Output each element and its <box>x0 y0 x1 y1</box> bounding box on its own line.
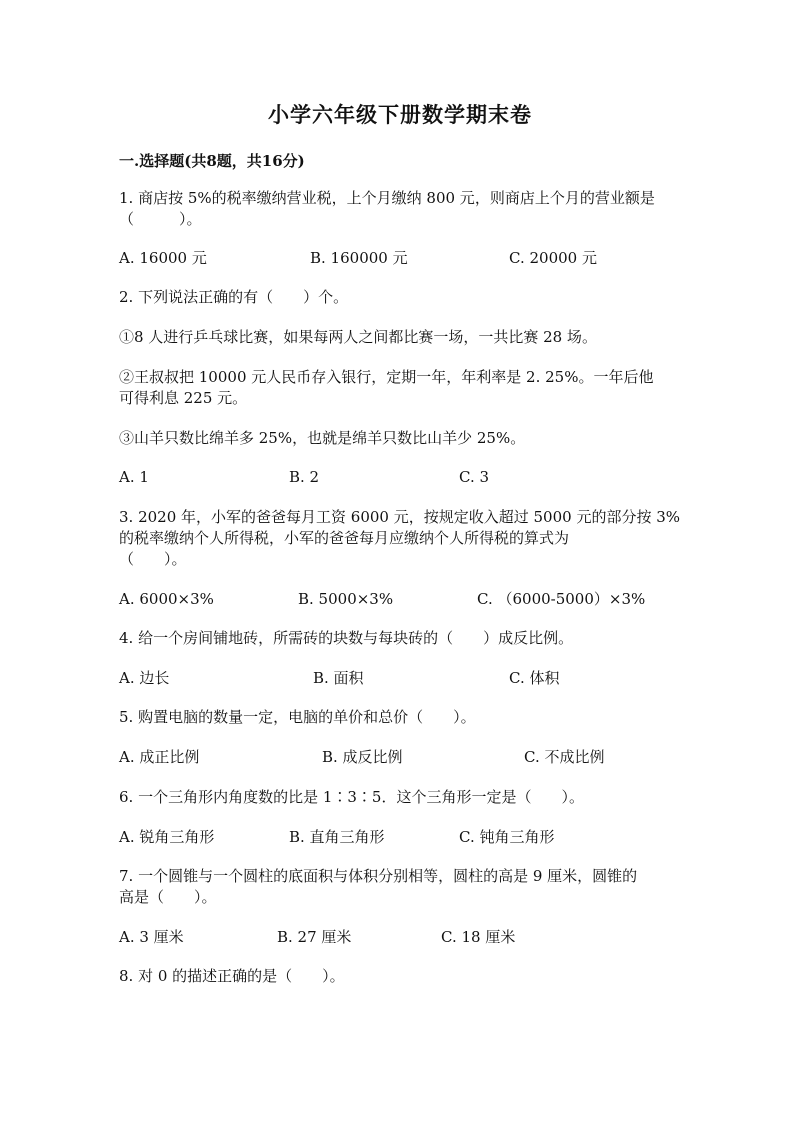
question-3-option-c: C. （6000-5000）×3% <box>477 590 646 608</box>
question-4-option-c: C. 体积 <box>509 669 560 687</box>
question-5-option-b: B. 成反比例 <box>322 748 403 766</box>
question-5-option-c: C. 不成比例 <box>524 748 605 766</box>
question-2-line-5: ③山羊只数比绵羊多 25%，也就是绵羊只数比山羊少 25%。 <box>119 429 526 447</box>
question-2-option-b: B. 2 <box>289 468 320 486</box>
question-2-line-3: ②王叔叔把 10000 元人民币存入银行，定期一年，年利率是 2. 25%。一年后他 <box>119 368 654 386</box>
question-4-option-b: B. 面积 <box>313 669 364 687</box>
page-title: 小学六年级下册数学期末卷 <box>268 102 532 127</box>
question-1-option-a: A. 16000 元 <box>119 249 207 267</box>
question-1-option-b: B. 160000 元 <box>310 249 408 267</box>
question-7-option-a: A. 3 厘米 <box>119 928 184 946</box>
question-3-line-3: （ ）。 <box>119 550 187 568</box>
question-3-option-b: B. 5000×3% <box>298 590 394 608</box>
question-6-option-a: A. 锐角三角形 <box>119 828 215 846</box>
question-4-option-a: A. 边长 <box>119 669 170 687</box>
question-5-line-1: 5. 购置电脑的数量一定，电脑的单价和总价（ ）。 <box>119 708 476 726</box>
question-2-option-c: C. 3 <box>459 468 490 486</box>
question-6-line-1: 6. 一个三角形内角度数的比是 1∶3∶5．这个三角形一定是（ ）。 <box>119 788 584 806</box>
question-7-line-2: 高是（ ）。 <box>119 888 217 906</box>
question-2-line-2: ①8 人进行乒乓球比赛，如果每两人之间都比赛一场，一共比赛 28 场。 <box>119 328 597 346</box>
question-8-line-1: 8. 对 0 的描述正确的是（ ）。 <box>119 967 345 985</box>
question-6-option-b: B. 直角三角形 <box>289 828 385 846</box>
question-5-option-a: A. 成正比例 <box>119 748 200 766</box>
question-2-line-1: 2. 下列说法正确的有（ ）个。 <box>119 288 349 306</box>
question-1-line-1: 1. 商店按 5%的税率缴纳营业税，上个月缴纳 800 元，则商店上个月的营业额是 <box>119 189 655 207</box>
question-3-line-1: 3. 2020 年，小军的爸爸每月工资 6000 元，按规定收入超过 5000 元的部分按 3% <box>119 508 681 526</box>
question-7-line-1: 7. 一个圆锥与一个圆柱的底面积与体积分别相等，圆柱的高是 9 厘米，圆锥的 <box>119 867 638 885</box>
question-1-option-c: C. 20000 元 <box>509 249 597 267</box>
question-4-line-1: 4. 给一个房间铺地砖，所需砖的块数与每块砖的（ ）成反比例。 <box>119 629 574 647</box>
question-6-option-c: C. 钝角三角形 <box>459 828 555 846</box>
section-heading: 一.选择题(共8题，共16分) <box>119 152 305 170</box>
question-2-option-a: A. 1 <box>119 468 149 486</box>
question-3-line-2: 的税率缴纳个人所得税，小军的爸爸每月应缴纳个人所得税的算式为 <box>119 529 570 547</box>
question-7-option-c: C. 18 厘米 <box>441 928 516 946</box>
question-3-option-a: A. 6000×3% <box>119 590 214 608</box>
question-2-line-4: 可得利息 225 元。 <box>119 389 248 407</box>
question-1-line-2: （ ）。 <box>119 210 202 228</box>
question-7-option-b: B. 27 厘米 <box>277 928 352 946</box>
